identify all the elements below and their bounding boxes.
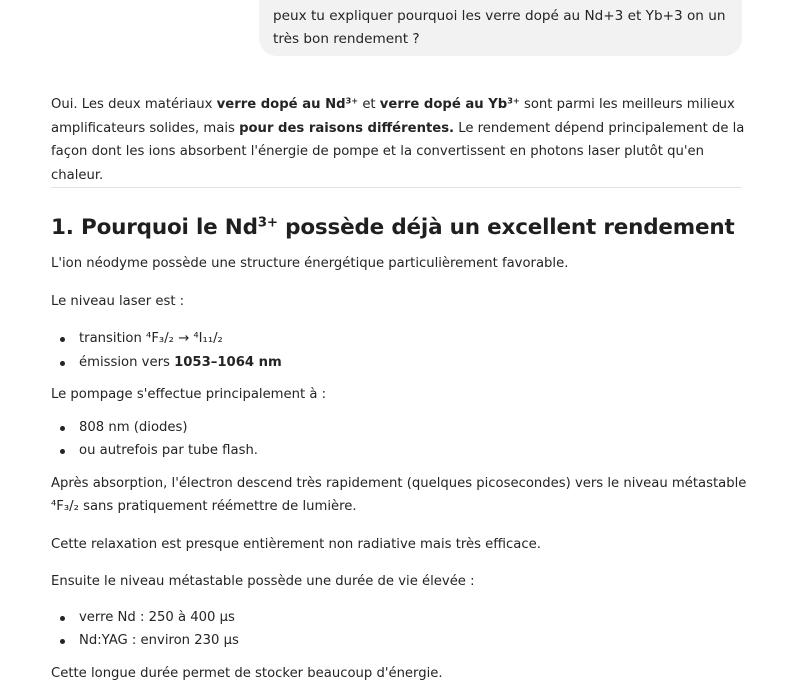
paragraph-metastable: Ensuite le niveau métastable possède une durée de vie élevée : [51,570,751,594]
intro-text-4: Le rendement dépend principalement de la façon dont les ions absorbent l'énergie de pompe et la convertissent en photons laser plutôt qu'en chaleur. [51,121,744,183]
section-1-heading: 1. Pourquoi le $Nd^{3+}$ possède déjà un excellent rendement [51,213,751,243]
paragraph-structure: L'ion néodyme possède une structure énergétique particulièrement favorable. [51,252,751,276]
paragraph-relaxation: Cette relaxation est presque entièrement non radiative mais très efficace. [51,533,751,557]
answer-intro [51,93,751,164]
list-item: émission vers 1053–1064 nm [79,351,751,375]
paragraph-absorption: Après absorption, l'électron descend très rapidement (quelques picosecondes) vers le niveau métastable ⁴F₃/₂ sans pratiquement réémettre de lumière. [51,472,751,519]
list-item: 808 nm (diodes) [79,416,751,440]
list-item: ou autrefois par tube flash. [79,439,751,463]
user-message-text: peux tu expliquer pourquoi les verre dopé au Nd+3 et Yb+3 on un très bon rendement ? [273,8,725,47]
intro-text-1: Oui. Les deux matériaux [51,97,217,112]
intro-bold-reasons: pour des raisons différentes. [239,121,454,136]
intro-bold-yb: verre dopé au $Yb^{3+}$ [380,97,520,112]
intro-text-3: sont parmi les meilleurs milieux amplificateurs solides, mais [51,97,735,136]
paragraph-pumping: Le pompage s'effectue principalement à : [51,383,751,407]
paragraph-laser-level: Le niveau laser est : [51,290,751,314]
assistant-answer [51,93,751,685]
list-item: transition ⁴F₃/₂ → ⁴I₁₁/₂ [79,327,751,351]
intro-bold-nd: verre dopé au $Nd^{3+}$ [217,97,358,112]
list-item: verre Nd : 250 à 400 µs [79,606,751,630]
pump-list [51,416,751,463]
list-item: Nd:YAG : environ 230 µs [79,629,751,653]
lifetime-list [51,606,751,653]
laser-level-list [51,327,751,374]
user-message-bubble [259,0,742,56]
section-divider [51,187,742,188]
paragraph-storage: Cette longue durée permet de stocker beaucoup d'énergie. [51,662,751,685]
intro-text-2: et [358,97,380,112]
